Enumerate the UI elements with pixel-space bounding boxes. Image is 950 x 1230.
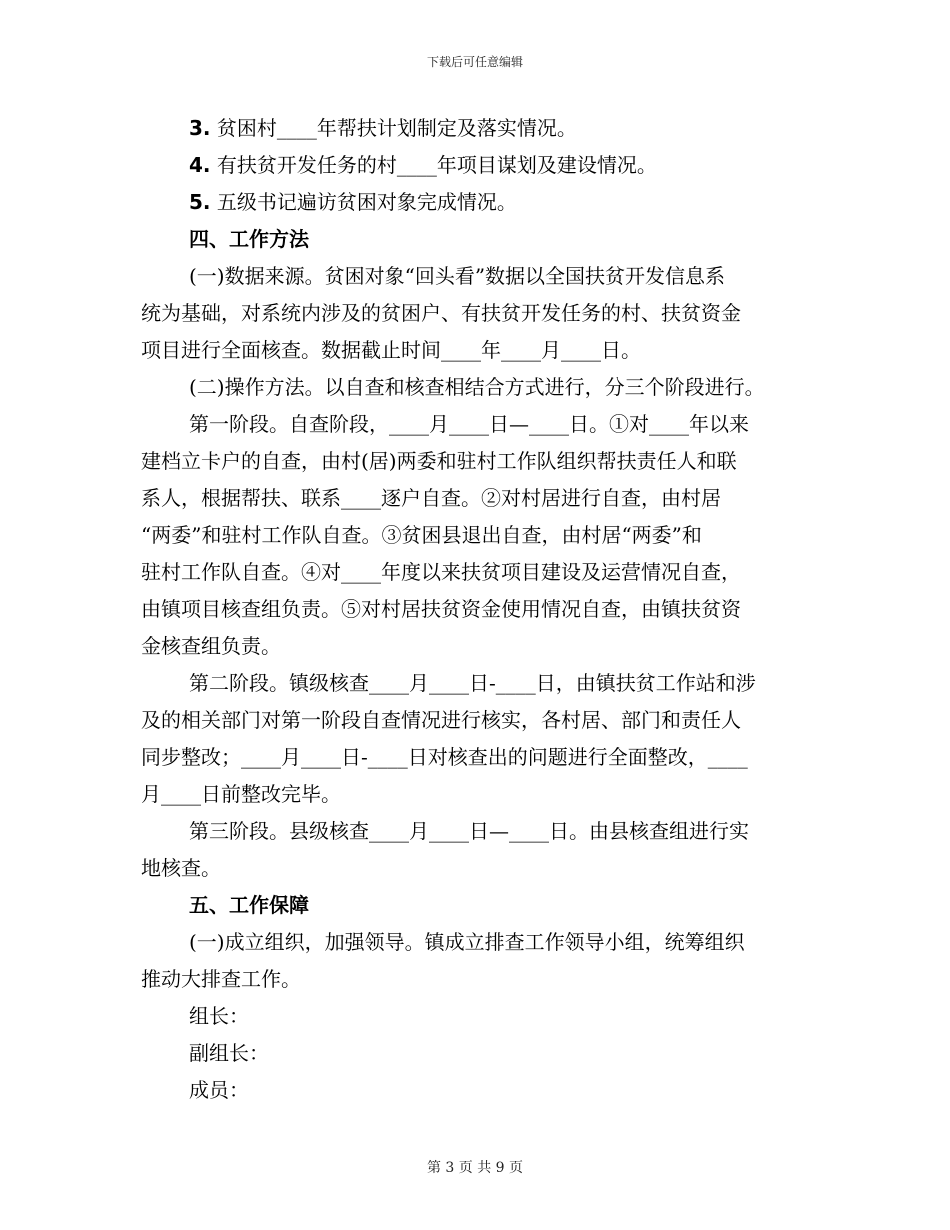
line-text: 成员：	[189, 1078, 249, 1102]
line-text: 第三阶段。县级核查____月____日—____日。由县核查组进行实	[189, 819, 749, 843]
line-text: 系人，根据帮扶、联系____逐户自查。②对村居进行自查，由村居	[141, 486, 721, 510]
line-text: (一)成立组织，加强领导。镇成立排查工作领导小组，统筹组织	[189, 930, 745, 954]
line-text: 建档立卡户的自查，由村(居)两委和驻村工作队组织帮扶责任人和联	[141, 449, 737, 473]
section-heading	[141, 221, 803, 258]
line-text: (一)数据来源。贫困对象“回头看”数据以全国扶贫开发信息系	[189, 264, 726, 288]
numbered-item	[141, 184, 803, 221]
line-text: 有扶贫开发任务的村____年项目谋划及建设情况。	[216, 153, 657, 177]
line-text: 金核查组负责。	[141, 634, 281, 658]
line-text: 及的相关部门对第一阶段自查情况进行核实，各村居、部门和责任人	[141, 708, 741, 732]
line-text: 项目进行全面核查。数据截止时间____年____月____日。	[141, 338, 641, 362]
section-heading	[141, 887, 803, 924]
body-line	[141, 850, 803, 887]
line-text: “两委”和驻村工作队自查。③贫困县退出自查，由村居“两委”和	[141, 523, 702, 547]
body-line	[141, 739, 803, 776]
line-text: 第二阶段。镇级核查____月____日-____日，由镇扶贫工作站和涉	[189, 671, 756, 695]
document-body	[141, 110, 803, 1109]
page-footer: 第 3 页 共 9 页	[426, 1160, 524, 1176]
body-line	[141, 702, 803, 739]
body-line	[141, 406, 803, 443]
line-text: 五、工作保障	[189, 893, 309, 917]
body-line	[141, 369, 803, 406]
body-line	[141, 1072, 803, 1109]
page-header: 下载后可任意编辑	[426, 55, 523, 69]
body-line	[141, 776, 803, 813]
body-line	[141, 332, 803, 369]
body-line	[141, 517, 803, 554]
body-line	[141, 1035, 803, 1072]
body-line	[141, 665, 803, 702]
body-line	[141, 591, 803, 628]
line-text: 推动大排查工作。	[141, 967, 301, 991]
line-text: 统为基础，对系统内涉及的贫困户、有扶贫开发任务的村、扶贫资金	[141, 301, 741, 325]
item-number: 5.	[189, 190, 211, 214]
body-line	[141, 998, 803, 1035]
item-number: 3.	[189, 116, 211, 140]
line-text: 第一阶段。自查阶段，____月____日—____日。①对____年以来	[189, 412, 749, 436]
line-text: 组长：	[189, 1004, 249, 1028]
body-line	[141, 924, 803, 961]
body-line	[141, 628, 803, 665]
numbered-item	[141, 110, 803, 147]
numbered-item	[141, 147, 803, 184]
line-text: 五级书记遍访贫困对象完成情况。	[216, 190, 517, 214]
line-text: 副组长：	[189, 1041, 269, 1065]
body-line	[141, 443, 803, 480]
line-text: 地核查。	[141, 856, 221, 880]
line-text: 月____日前整改完毕。	[141, 782, 341, 806]
item-number: 4.	[189, 153, 211, 177]
line-text: 贫困村____年帮扶计划制定及落实情况。	[216, 116, 577, 140]
line-text: 由镇项目核查组负责。⑤对村居扶贫资金使用情况自查，由镇扶贫资	[141, 597, 741, 621]
line-text: (二)操作方法。以自查和核查相结合方式进行，分三个阶段进行。	[189, 375, 765, 399]
line-text: 驻村工作队自查。④对____年度以来扶贫项目建设及运营情况自查，	[141, 560, 741, 584]
line-text: 同步整改；____月____日-____日对核查出的问题进行全面整改，____	[141, 745, 748, 769]
line-text: 四、工作方法	[189, 227, 309, 251]
body-line	[141, 480, 803, 517]
body-line	[141, 813, 803, 850]
body-line	[141, 961, 803, 998]
body-line	[141, 258, 803, 295]
body-line	[141, 554, 803, 591]
body-line	[141, 295, 803, 332]
